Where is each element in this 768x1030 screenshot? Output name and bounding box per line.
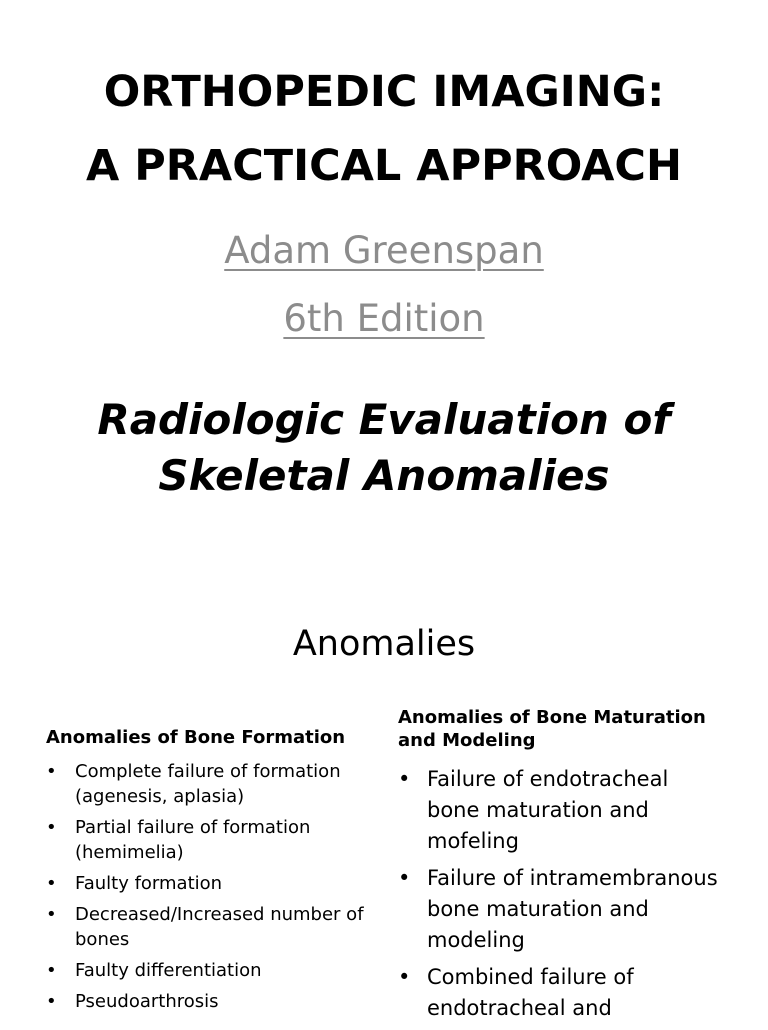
chapter-title-line-1: Radiologic Evaluation of	[97, 395, 671, 444]
left-column-heading: Anomalies of Bone Formation	[46, 727, 346, 748]
edition-link[interactable]: 6th Edition	[283, 297, 485, 340]
main-title-line-1: ORTHOPEDIC IMAGING:	[103, 67, 665, 117]
list-item	[46, 871, 375, 896]
bullet-icon: •	[46, 873, 57, 894]
list-item	[46, 902, 375, 952]
list-item-text: Partial failure of formation (hemimelia)	[75, 817, 311, 863]
list-item	[46, 759, 375, 809]
bullet-icon: •	[46, 761, 57, 782]
author-link[interactable]: Adam Greenspan	[224, 229, 544, 272]
list-item	[46, 958, 375, 983]
list-item	[398, 863, 727, 956]
bullet-icon: •	[398, 767, 411, 791]
list-item	[398, 764, 727, 857]
left-column	[46, 726, 376, 1020]
chapter-title-line-2: Skeletal Anomalies	[158, 451, 610, 500]
list-item	[398, 962, 727, 1024]
list-item-text: Decreased/Increased number of bones	[75, 904, 364, 950]
bullet-icon: •	[46, 991, 57, 1012]
list-item-text: Failure of endotracheal bone maturation and mofeling	[427, 767, 669, 853]
right-column-heading: Anomalies of Bone Maturation and Modeling	[398, 707, 706, 751]
list-item-text: Faulty differentiation	[75, 960, 262, 981]
bullet-icon: •	[46, 904, 57, 925]
list-item-text: Complete failure of formation (agenesis, aplasia)	[75, 761, 341, 807]
list-item-text: Combined failure of endotracheal and	[427, 965, 634, 1020]
bullet-icon: •	[46, 960, 57, 981]
left-bullet-list	[46, 759, 376, 1014]
list-item-text: Faulty formation	[75, 873, 223, 894]
slide-title: Anomalies	[292, 624, 476, 664]
edition-line	[0, 296, 768, 342]
main-title-line-2: A PRACTICAL APPROACH	[86, 141, 682, 191]
bullet-icon: •	[398, 866, 411, 890]
list-item-text: Pseudoarthrosis	[75, 991, 219, 1012]
list-item-text: Failure of intramembranous bone maturation and modeling	[427, 866, 718, 952]
bullet-icon: •	[398, 965, 411, 989]
bullet-icon: •	[46, 817, 57, 838]
author-line	[0, 228, 768, 274]
anomalies-slide	[0, 576, 768, 1024]
list-item	[46, 815, 375, 865]
list-item	[46, 989, 375, 1014]
right-bullet-list	[398, 764, 738, 1024]
right-column	[398, 706, 738, 1030]
